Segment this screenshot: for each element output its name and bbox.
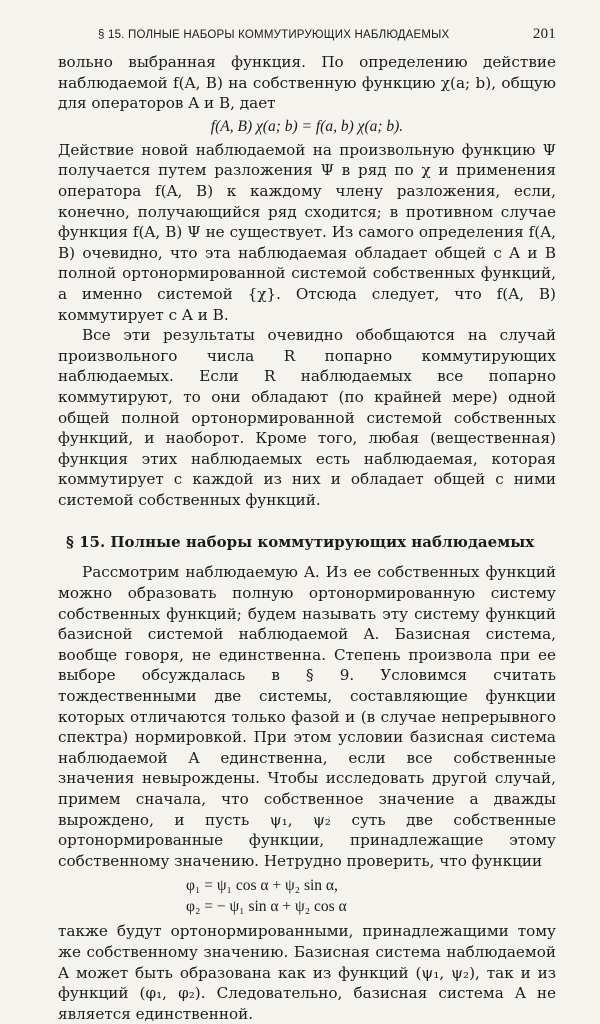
page-number: 201	[532, 26, 556, 42]
page	[58, 22, 556, 1024]
paragraph-basis-system: Рассмотрим наблюдаемую A. Из ее собственных функций можно образовать полную ортонормированную систему собственных функций; будем называть эту систему функций базисной системой наблюдаемой A. Базисная система, вообще говоря, не единственна. Степень произвола при ее выборе обсуждалась в § 9. Условимся считать тождественными две системы, составляющие функции которых отличаются только фазой и (в случае непрерывного спектра) нормировкой. При этом условии базисная система наблюдаемой A единственна, если все собственные значения невырождены. Чтобы исследовать другой случай, примем сначала, что собственное значение a дважды вырождено, и пусть ψ₁, ψ₂ суть две собственные ортонормированные функции, принадлежащие этому собственному значению. Нетрудно проверить, что функции	[58, 563, 556, 870]
paragraph-continued: вольно выбранная функция. По определению действие наблюдаемой f(A, B) на собственную функцию χ(a; b), общую для операторов A и B, дает	[58, 53, 556, 113]
formula-phi2: φ₂ = − ψ₁ sin α + ψ₂ cos α	[186, 898, 347, 916]
paragraph-conclusion: также будут ортонормированными, принадлежащими тому же собственному значению. Базисная система наблюдаемой A может быть образована как из функций (ψ₁, ψ₂), так и из функций (φ₁, φ₂). Следовательно, базисная система A не является единственной.	[58, 922, 556, 1023]
running-head-title: § 15. ПОЛНЫЕ НАБОРЫ КОММУТИРУЮЩИХ НАБЛЮДАЕМЫХ	[98, 29, 450, 41]
section-heading: § 15. Полные наборы коммутирующих наблюдаемых	[66, 533, 535, 552]
paragraph-generalization: Все эти результаты очевидно обобщаются на случай произвольного числа R попарно коммутирующих наблюдаемых. Если R наблюдаемых все попарно коммутируют, то они обладают (по крайней мере) одной общей полной ортонормированной системой собственных функций, и наоборот. Кроме того, любая (вещественная) функция этих наблюдаемых есть наблюдаемая, которая коммутирует с каждой из них и обладает общей с ними системой собственных функций.	[58, 326, 556, 509]
formula-phi1: φ₁ = ψ₁ cos α + ψ₂ sin α,	[186, 877, 338, 895]
formula-action: f(A, B) χ(a; b) = f(a, b) χ(a; b).	[210, 117, 404, 135]
formula-rotation	[186, 875, 556, 917]
paragraph-new-observable: Действие новой наблюдаемой на произвольную функцию Ψ получается путем разложения Ψ в ряд по χ и применения оператора f(A, B) к каждому члену разложения, если, конечно, получающийся ряд сходится; в противном случае функция f(A, B) Ψ не существует. Из самого определения f(A, B) очевидно, что эта наблюдаемая обладает общей с A и B полной ортонормированной системой собственных функций, а именно системой {χ}. Отсюда следует, что f(A, B) коммутирует с A и B.	[58, 140, 556, 324]
running-head	[58, 22, 556, 52]
